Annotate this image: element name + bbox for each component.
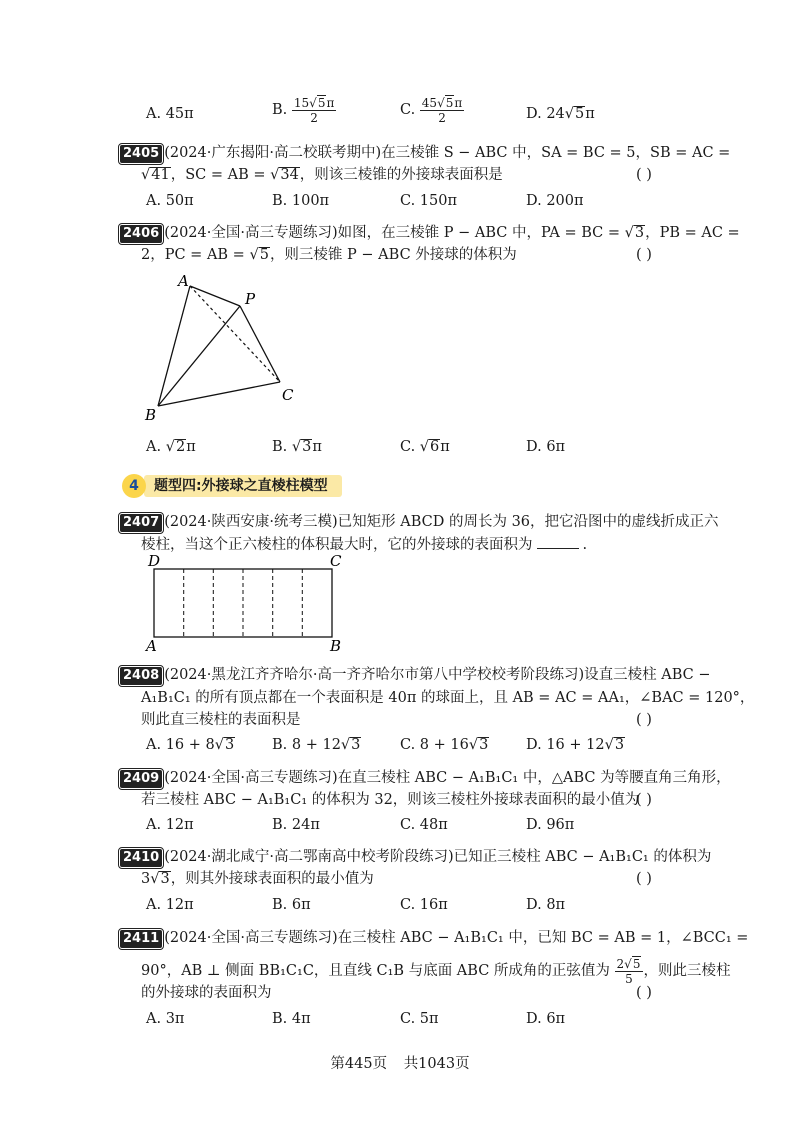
q2411-frac-den: 5: [625, 972, 633, 986]
q2405-answer-paren: ( ): [636, 167, 652, 183]
q2407-text-1: (2024·陕西安康·统考三模)已知矩形 ABCD 的周长为 36，把它沿图中的虚线折成正六: [164, 514, 719, 530]
q2404-d-prefix: D. 24: [526, 106, 565, 122]
q2406-text-1b: ，PB = AC =: [645, 225, 740, 241]
q2408-d-rad: 3: [614, 737, 625, 753]
q2411-line2: [141, 956, 730, 986]
q2408-d-pre: D. 16 + 12: [526, 737, 605, 753]
q2411-number-badge: 2411: [120, 930, 162, 948]
q2410-text-2-pre: 3: [141, 871, 151, 887]
q2410-option-c: C. 16π: [400, 897, 448, 913]
q2405-end: ，则该三棱锥的外接球表面积是: [299, 167, 503, 183]
q2409-option-a: A. 12π: [146, 817, 194, 833]
q2410-rad: 3: [160, 871, 170, 887]
section-title: 题型四:外接球之直棱柱模型: [144, 475, 342, 497]
q2406-label-b: B: [145, 406, 157, 424]
q2404-b-den: 2: [310, 111, 318, 125]
q2409-line1: [120, 768, 731, 788]
footer-page-number: 第445页: [330, 1056, 388, 1072]
q2407-line1: [120, 512, 719, 532]
q2410-option-d: D. 8π: [526, 897, 566, 913]
q2406-b-prefix: B.: [272, 439, 288, 455]
q2411-text-2-pre: 90°，AB ⊥ 侧面 BB₁C₁C，且直线 C₁B 与底面 ABC 所成角的正弦值为: [141, 963, 610, 979]
q2408-option-a: A. 16 + 8√3: [146, 737, 235, 753]
q2405-rad1: 41: [151, 167, 170, 183]
q2406-text-1: (2024·全国·高三专题练习)如图，在三棱锥 P − ABC 中，PA = BC =: [164, 225, 620, 241]
q2406-a-prefix: A.: [146, 439, 162, 455]
q2411-text-2-post: ，则此三棱柱: [643, 963, 731, 979]
q2406-label-p: P: [245, 290, 256, 308]
q2408-line3: 则此直三棱柱的表面积是: [141, 712, 301, 728]
q2406-rad1: 3: [634, 225, 645, 241]
q2409-option-b: B. 24π: [272, 817, 320, 833]
q2404-option-c: [400, 95, 464, 125]
q2411-fraction: $\frac{2√5}{5}$: [615, 956, 644, 986]
q2408-c-pre: C. 8 + 16: [400, 737, 469, 753]
q2406-b-suffix: π: [312, 439, 322, 455]
q2406-line1: 2406 (2024·全国·高三专题练习)如图，在三棱锥 P − ABC 中，PA = BC = √3，PB = AC =: [120, 223, 740, 243]
q2404-c-num: 45: [421, 96, 438, 110]
q2404-d-rad: 5: [575, 106, 585, 122]
q2410-line2: 3√3，则其外接球表面积的最小值为: [141, 871, 374, 887]
q2407-label-b: B: [330, 637, 342, 653]
q2406-option-a: A. √2π: [146, 439, 196, 455]
q2409-text-1: (2024·全国·高三专题练习)在直三棱柱 ABC − A₁B₁C₁ 中，△ABC 为等腰直角三角形，: [164, 770, 731, 786]
q2405-mid: ，SC = AB =: [170, 167, 266, 183]
q2411-frac-num-rad: 5: [632, 957, 641, 971]
section-number-badge: 4: [122, 474, 146, 498]
q2404-b-num: 15: [293, 96, 310, 110]
q2408-line1: [120, 665, 710, 685]
q2404-option-a: A. 45π: [146, 106, 194, 122]
q2404-c-den: 2: [438, 111, 446, 125]
q2408-b-rad: 3: [351, 737, 361, 753]
q2411-option-b: B. 4π: [272, 1011, 311, 1027]
q2405-line1: [120, 143, 730, 163]
q2411-line3: 的外接球的表面积为: [141, 985, 272, 1001]
q2404-option-b-fraction: $\frac{15√5\pi}{2}$: [293, 96, 335, 125]
q2406-c-prefix: C.: [400, 439, 416, 455]
q2409-line2: 若三棱柱 ABC − A₁B₁C₁ 的体积为 32，则该三棱柱外接球表面积的最小值为: [141, 792, 640, 808]
q2408-a-pre: A. 16 + 8: [146, 737, 215, 753]
q2408-option-c: C. 8 + 16√3: [400, 737, 489, 753]
q2408-option-b: B. 8 + 12√3: [272, 737, 361, 753]
q2406-line2: 2，PC = AB = √5，则三棱锥 P − ABC 外接球的体积为: [141, 247, 517, 263]
q2407-text-2: 棱柱，当这个正六棱柱的体积最大时，它的外接球的表面积为: [141, 537, 533, 553]
q2404-c-rad: 5: [445, 96, 454, 110]
q2405-line2: √41，SC = AB = √34，则该三棱锥的外接球表面积是: [141, 167, 503, 183]
q2409-answer-paren: ( ): [636, 792, 652, 808]
q2407-answer-blank: [537, 534, 579, 549]
q2406-b-rad: 3: [302, 439, 312, 455]
q2405-option-a: A. 50π: [146, 193, 194, 209]
q2406-label-a: A: [178, 272, 189, 290]
q2407-label-a: A: [146, 637, 157, 653]
q2406-text-2: 2，PC = AB =: [141, 247, 245, 263]
q2407-label-d: D: [148, 553, 161, 570]
footer-total-pages: 共1043页: [403, 1056, 470, 1072]
q2404-option-c-prefix: C.: [400, 102, 416, 118]
q2410-text-1: (2024·湖北咸宁·高二鄂南高中校考阶段练习)已知正三棱柱 ABC − A₁B₁C₁ 的体积为: [164, 849, 712, 865]
q2407-label-c: C: [330, 553, 342, 570]
q2406-text-2b: ，则三棱锥 P − ABC 外接球的体积为: [269, 247, 517, 263]
q2406-a-suffix: π: [186, 439, 196, 455]
q2404-option-b: [272, 95, 336, 125]
q2408-answer-paren: ( ): [636, 712, 652, 728]
q2406-tetrahedron-figure: [140, 270, 310, 430]
q2406-c-rad: 6: [430, 439, 440, 455]
q2404-d-suffix: π: [585, 106, 595, 122]
q2406-option-d: D. 6π: [526, 439, 566, 455]
q2405-text-1: (2024·广东揭阳·高二校联考期中)在三棱锥 S − ABC 中，SA = BC = 5，SB = AC =: [164, 145, 731, 161]
q2410-option-b: B. 6π: [272, 897, 311, 913]
q2406-option-c: C. √6π: [400, 439, 450, 455]
q2411-frac-num-pre: 2: [616, 957, 625, 971]
q2407-line2: [141, 534, 587, 555]
q2406-rad2: 5: [259, 247, 269, 263]
q2411-answer-paren: ( ): [636, 985, 652, 1001]
q2407-text-2-end: .: [582, 537, 588, 553]
q2404-option-b-prefix: B.: [272, 102, 288, 118]
q2406-label-c: C: [282, 386, 294, 404]
q2409-option-d: D. 96π: [526, 817, 575, 833]
q2404-b-rad: 5: [317, 96, 326, 110]
q2409-option-c: C. 48π: [400, 817, 448, 833]
q2410-answer-paren: ( ): [636, 871, 652, 887]
q2408-text-1: (2024·黑龙江齐齐哈尔·高一齐齐哈尔市第八中学校校考阶段练习)设直三棱柱 ABC −: [164, 667, 711, 683]
q2405-rad2: 34: [280, 167, 299, 183]
q2410-option-a: A. 12π: [146, 897, 194, 913]
q2408-b-pre: B. 8 + 12: [272, 737, 341, 753]
q2408-number-badge: 2408: [120, 667, 162, 685]
q2409-number-badge: 2409: [120, 770, 162, 788]
q2404-option-c-fraction: $\frac{45√5\pi}{2}$: [421, 96, 463, 125]
q2411-option-c: C. 5π: [400, 1011, 439, 1027]
q2406-number-badge: 2406: [120, 225, 162, 243]
page-footer: [0, 1052, 800, 1073]
q2406-answer-paren: ( ): [636, 247, 652, 263]
q2408-a-rad: 3: [224, 737, 235, 753]
q2407-number-badge: 2407: [120, 514, 162, 532]
q2405-option-d: D. 200π: [526, 193, 584, 209]
q2405-option-c: C. 150π: [400, 193, 458, 209]
q2407-rectangle-figure: [140, 553, 360, 653]
q2406-option-b: B. √3π: [272, 439, 322, 455]
q2406-c-suffix: π: [440, 439, 450, 455]
q2410-number-badge: 2410: [120, 849, 162, 867]
q2404-c-suffix: π: [454, 96, 463, 110]
q2410-text-2-post: ，则其外接球表面积的最小值为: [170, 871, 374, 887]
q2406-a-rad: 2: [175, 439, 186, 455]
q2405-number-badge: 2405: [120, 145, 162, 163]
q2404-b-suffix: π: [326, 96, 335, 110]
q2405-option-b: B. 100π: [272, 193, 330, 209]
q2411-option-d: D. 6π: [526, 1011, 566, 1027]
q2411-line1: [120, 928, 748, 948]
q2410-line1: [120, 847, 711, 867]
q2411-text-1: (2024·全国·高三专题练习)在三棱柱 ABC − A₁B₁C₁ 中，已知 BC = AB = 1，∠BCC₁ =: [164, 930, 749, 946]
q2408-c-rad: 3: [479, 737, 489, 753]
q2404-option-d: D. 24√5π: [526, 106, 595, 122]
q2408-line2: A₁B₁C₁ 的所有顶点都在一个表面积是 40π 的球面上，且 AB = AC = AA₁，∠BAC = 120°，: [141, 690, 755, 706]
q2408-option-d: D. 16 + 12√3: [526, 737, 625, 753]
q2411-option-a: A. 3π: [146, 1011, 185, 1027]
